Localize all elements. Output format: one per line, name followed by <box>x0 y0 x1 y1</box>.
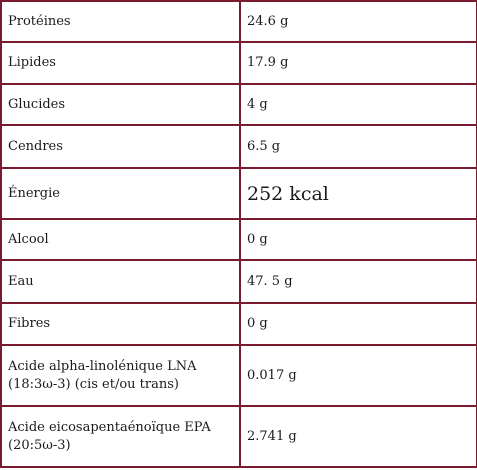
table-row <box>1 125 477 168</box>
table-row <box>1 260 477 303</box>
nutrient-label: Fibres <box>1 303 240 345</box>
nutrient-label: Cendres <box>1 125 240 168</box>
table-row <box>1 303 477 345</box>
nutrient-value: 2.741 g <box>240 406 477 467</box>
nutrient-label: Acide eicosapentaénoïque EPA (20:5ω-3) <box>1 406 240 467</box>
nutrient-label: Lipides <box>1 42 240 84</box>
table-row <box>1 84 477 125</box>
nutrient-value: 0.017 g <box>240 345 477 406</box>
nutrient-label: Alcool <box>1 219 240 260</box>
nutrient-value: 47. 5 g <box>240 260 477 303</box>
nutrient-value: 17.9 g <box>240 42 477 84</box>
nutrient-value: 24.6 g <box>240 1 477 42</box>
nutrient-value: 0 g <box>240 303 477 345</box>
table-row <box>1 345 477 406</box>
nutrient-label: Protéines <box>1 1 240 42</box>
nutrient-label: Énergie <box>1 168 240 219</box>
nutrient-value: 6.5 g <box>240 125 477 168</box>
table-row <box>1 42 477 84</box>
nutrient-value: 0 g <box>240 219 477 260</box>
table-row <box>1 219 477 260</box>
nutrient-value: 4 g <box>240 84 477 125</box>
nutrient-value: 252 kcal <box>240 168 477 219</box>
nutrient-label: Eau <box>1 260 240 303</box>
nutrient-label: Glucides <box>1 84 240 125</box>
nutrient-label: Acide alpha-linolénique LNA (18:3ω-3) (cis et/ou trans) <box>1 345 240 406</box>
table-row <box>1 406 477 467</box>
table-row <box>1 168 477 219</box>
table-row <box>1 1 477 42</box>
